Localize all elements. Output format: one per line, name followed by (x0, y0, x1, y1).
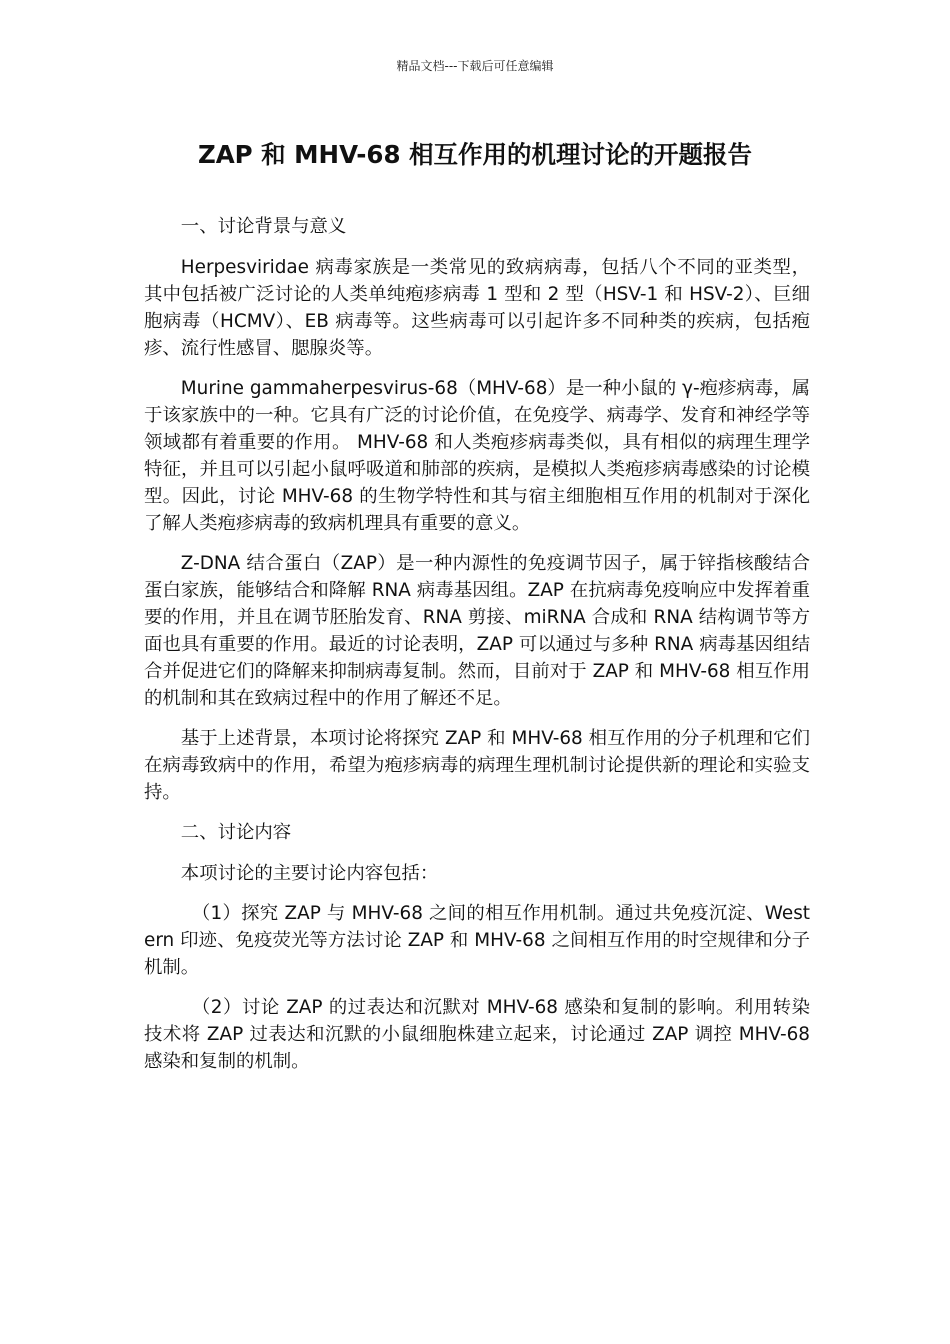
page-header: 精品文档---下载后可任意编辑 (396, 59, 554, 73)
document-title: ZAP 和 MHV-68 相互作用的机理讨论的开题报告 (197, 140, 753, 169)
paragraph-zap: Z-DNA 结合蛋白（ZAP）是一种内源性的免疫调节因子，属于锌指核酸结合蛋白家族，能够结合和降解 RNA 病毒基因组。ZAP 在抗病毒免疫响应中发挥着重要的作用，并且在调节胚胎发育、RNA 剪接、miRNA 合成和 RNA 结构调节等方面也具有重要的作用。最近的讨论表明，ZAP 可以通过与多种 RNA 病毒基因组结合并促进它们的降解来抑制病毒复制。然而，目前对于 ZAP 和 MHV-68 相互作用的机制和其在致病过程中的作用了解还不足。 (144, 553, 810, 709)
section-heading-content: 二、讨论内容 (180, 822, 292, 843)
paragraph-mhv68: Murine gammaherpesvirus-68（MHV-68）是一种小鼠的 γ-疱疹病毒，属于该家族中的一种。它具有广泛的讨论价值，在免疫学、病毒学、发育和神经学等领域都有着重要的作用。 MHV-68 和人类疱疹病毒类似，具有相似的病理生理学特征，并且可以引起小鼠呼吸道和肺部的疾病，是模拟人类疱疹病毒感染的讨论模型。因此，讨论 MHV-68 的生物学特性和其与宿主细胞相互作用的机制对于深化了解人类疱疹病毒的致病机理具有重要的意义。 (144, 378, 810, 534)
section-heading-background: 一、讨论背景与意义 (180, 216, 347, 237)
document-body (144, 213, 810, 1088)
list-item-2: （2）讨论 ZAP 的过表达和沉默对 MHV-68 感染和复制的影响。利用转染技术将 ZAP 过表达和沉默的小鼠细胞株建立起来，讨论通过 ZAP 调控 MHV-68 感染和复制的机制。 (144, 997, 810, 1072)
paragraph-content-intro: 本项讨论的主要讨论内容包括： (180, 863, 439, 884)
list-item-1: （1）探究 ZAP 与 MHV-68 之间的相互作用机制。通过共免疫沉淀、Western 印迹、免疫荧光等方法讨论 ZAP 和 MHV-68 之间相互作用的时空规律和分子机制。 (144, 903, 810, 978)
paragraph-herpesviridae: Herpesviridae 病毒家族是一类常见的致病病毒，包括八个不同的亚类型，其中包括被广泛讨论的人类单纯疱疹病毒 1 型和 2 型（HSV-1 和 HSV-2）、巨细胞病毒（HCMV）、EB 病毒等。这些病毒可以引起许多不同种类的疾病，包括疱疹、流行性感冒、腮腺炎等。 (144, 257, 810, 359)
paragraph-research-aim: 基于上述背景，本项讨论将探究 ZAP 和 MHV-68 相互作用的分子机理和它们在病毒致病中的作用，希望为疱疹病毒的病理生理机制讨论提供新的理论和实验支持。 (144, 728, 810, 803)
